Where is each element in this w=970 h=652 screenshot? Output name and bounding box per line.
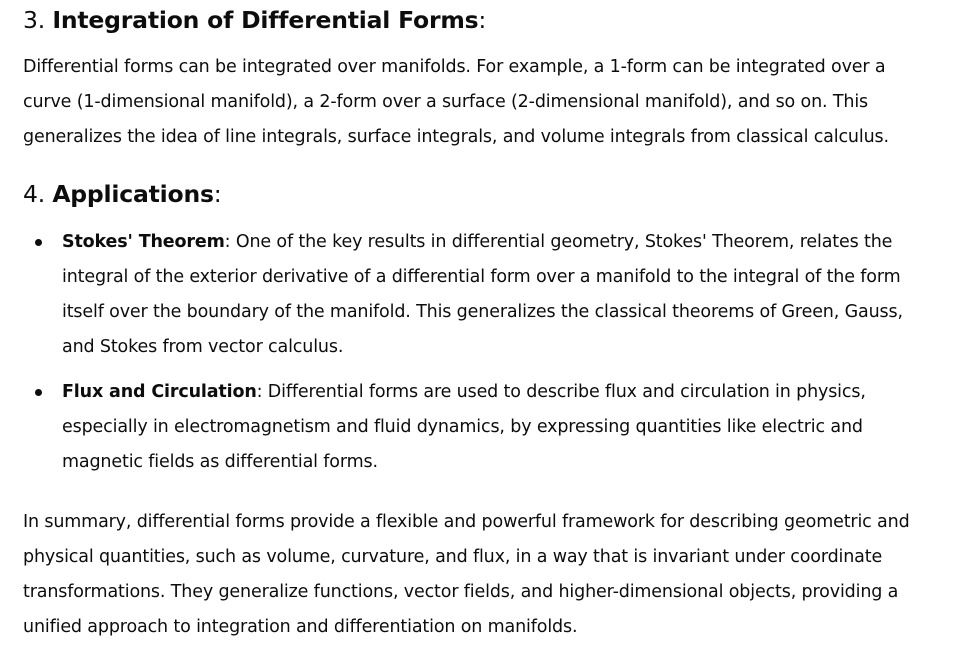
section-3-paragraph: Differential forms can be integrated over manifolds. For example, a 1-form can be integrated over a curve (1-dimensional manifold), a 2-form over a surface (2-dimensional manifold), and so on. This generalizes the idea of line integrals, surface integrals, and volume integrals from classical calculus. (23, 57, 889, 147)
section-3-title: Integration of Differential Forms (52, 6, 479, 34)
section-4-title: Applications (52, 180, 214, 208)
bullet-dot-icon (35, 389, 42, 396)
section-4-number: 4. (23, 180, 46, 208)
stokes-theorem-term: Stokes' Theorem (62, 232, 225, 252)
applications-list (62, 225, 932, 480)
section-4-heading (23, 177, 222, 211)
section-3-heading (23, 3, 486, 37)
flux-circulation-term: Flux and Circulation (62, 382, 257, 402)
list-item-flux-circulation (62, 375, 932, 480)
section-3-number: 3. (23, 6, 46, 34)
list-item-stokes-theorem (62, 225, 932, 365)
stokes-theorem-text: : One of the key results in differential geometry, Stokes' Theorem, relates the integral of the exterior derivative of a differential form over a manifold to the integral of the form itself over the boundary of the manifold. This generalizes the classical theorems of Green, Gauss, and Stokes from vector calculus. (62, 232, 903, 357)
section-4-colon: : (213, 180, 222, 208)
flux-circulation-text: : Differential forms are used to describe flux and circulation in physics, especially in electromagnetism and fluid dynamics, by expressing quantities like electric and magnetic fields as differential forms. (62, 382, 866, 472)
summary-paragraph: In summary, differential forms provide a flexible and powerful framework for describing geometric and physical quantities, such as volume, curvature, and flux, in a way that is invariant under coordinate transformations. They generalize functions, vector fields, and higher-dimensional objects, providing a unified approach to integration and differentiation on manifolds. (23, 512, 910, 637)
section-3-colon: : (478, 6, 487, 34)
bullet-dot-icon (35, 239, 42, 246)
